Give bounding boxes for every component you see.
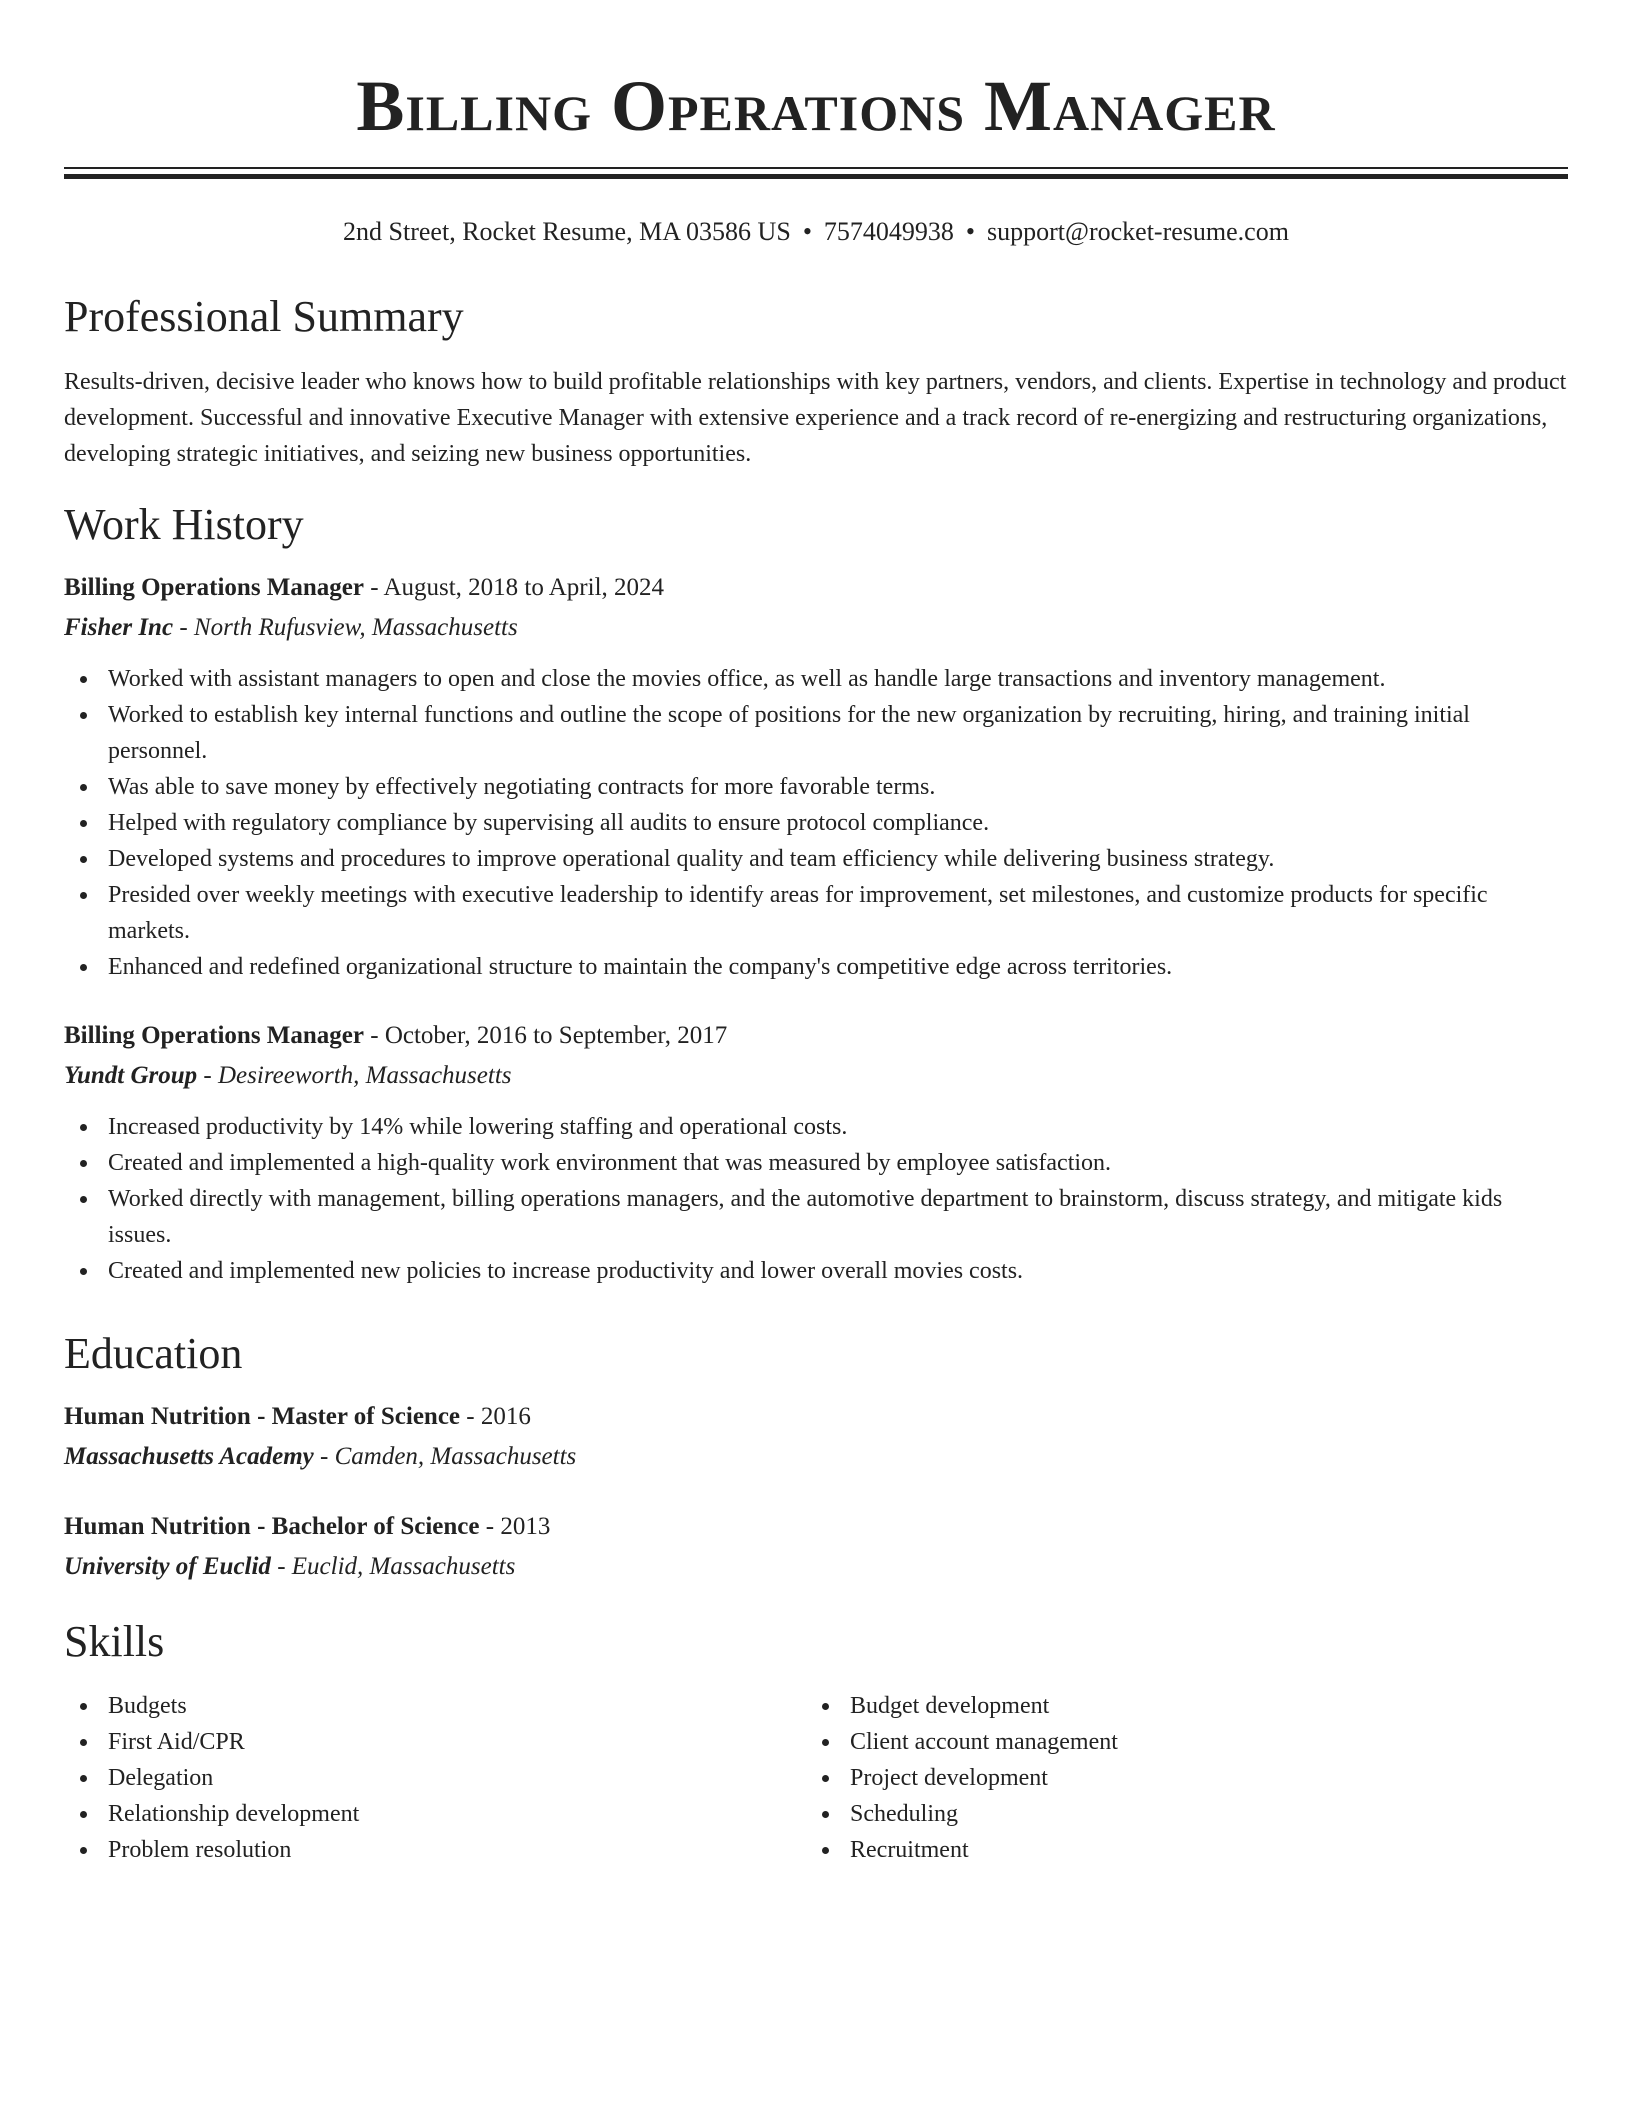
job-company: Fisher Inc — [64, 614, 174, 641]
list-item: Helped with regulatory compliance by supervising all audits to ensure protocol compliance. — [64, 805, 1568, 841]
resume-name-title: Billing Operations Manager — [356, 66, 1276, 146]
job-location: North Rufusview, Massachusetts — [193, 614, 518, 641]
list-item: Worked to establish key internal functions and outline the scope of positions for the new organization by recruiting, hiring, and training initial personnel. — [64, 697, 1568, 769]
skill-item: Scheduling — [806, 1796, 1506, 1832]
skill-item: Problem resolution — [64, 1832, 764, 1868]
education-degree-line: Human Nutrition - Bachelor of Science - 2013 — [64, 1513, 551, 1540]
summary-text: Results-driven, decisive leader who knows how to build profitable relationships with key partners, vendors, and clients. Expertise in technology and product development. Successful and innovative Executive Manager with extensive experience and a track record of re-energizing and restructuring organizations, developing strategic initiatives, and seizing new business opportunities. — [64, 369, 1567, 467]
contact-phone: 7574049938 — [823, 217, 954, 246]
education-degree-line: Human Nutrition - Master of Science - 2016 — [64, 1403, 531, 1430]
skills-heading: Skills — [64, 1617, 165, 1666]
list-item: Worked directly with management, billing operations managers, and the automotive department to brainstorm, discuss strategy, and mitigate kids issues. — [64, 1181, 1568, 1253]
skill-item: First Aid/CPR — [64, 1724, 764, 1760]
job-dates: August, 2018 to April, 2024 — [383, 574, 665, 601]
header-rule-thick — [64, 174, 1568, 179]
skill-item: Client account management — [806, 1724, 1506, 1760]
job-title-line: Billing Operations Manager - October, 2016 to September, 2017 — [64, 1022, 728, 1049]
list-item: Increased productivity by 14% while lowering staffing and operational costs. — [64, 1109, 1568, 1145]
skill-item: Budgets — [64, 1688, 764, 1724]
education-year: 2016 — [480, 1403, 531, 1430]
job-role: Billing Operations Manager — [64, 1022, 364, 1049]
job-dates: October, 2016 to September, 2017 — [384, 1022, 728, 1049]
contact-separator: • — [802, 217, 812, 246]
contact-separator: • — [965, 217, 976, 246]
education-location: Camden, Massachusetts — [334, 1443, 577, 1470]
contact-address: 2nd Street, Rocket Resume, MA 03586 US — [343, 217, 791, 246]
education-school-line: University of Euclid - Euclid, Massachusetts — [64, 1553, 516, 1580]
job-role: Billing Operations Manager — [64, 574, 364, 601]
list-item: Created and implemented new policies to increase productivity and lower overall movies costs. — [64, 1253, 1568, 1289]
list-item: Enhanced and redefined organizational structure to maintain the company's competitive edge across territories. — [64, 949, 1568, 985]
job-bullet-list — [64, 661, 1568, 985]
contact-line — [64, 214, 1568, 250]
skill-item: Delegation — [64, 1760, 764, 1796]
job-location: Desireeworth, Massachusetts — [218, 1062, 512, 1089]
education-degree: Human Nutrition - Master of Science — [64, 1403, 461, 1430]
skill-item: Recruitment — [806, 1832, 1506, 1868]
skill-item: Budget development — [806, 1688, 1506, 1724]
job-company-line: Yundt Group - Desireeworth, Massachusetts — [64, 1062, 512, 1089]
list-item: Presided over weekly meetings with executive leadership to identify areas for improvement, set milestones, and customize products for specific markets. — [64, 877, 1568, 949]
work-history-heading: Work History — [64, 500, 304, 549]
education-school: Massachusetts Academy — [64, 1443, 314, 1470]
education-school-line: Massachusetts Academy - Camden, Massachusetts — [64, 1443, 577, 1470]
skill-item: Relationship development — [64, 1796, 764, 1832]
resume-page — [64, 0, 1568, 1863]
job-company-line: Fisher Inc - North Rufusview, Massachusetts — [64, 614, 518, 641]
list-item: Developed systems and procedures to improve operational quality and team efficiency while delivering business strategy. — [64, 841, 1568, 877]
education-year: 2013 — [500, 1513, 551, 1540]
education-school: University of Euclid — [64, 1553, 271, 1580]
skills-list-right — [806, 1688, 1506, 1868]
header-rule-thin — [64, 167, 1568, 169]
job-bullet-list — [64, 1109, 1568, 1289]
job-title-line: Billing Operations Manager - August, 2018 to April, 2024 — [64, 574, 665, 601]
education-heading: Education — [64, 1329, 243, 1378]
skills-list-left — [64, 1688, 764, 1868]
list-item: Created and implemented a high-quality work environment that was measured by employee satisfaction. — [64, 1145, 1568, 1181]
education-degree: Human Nutrition - Bachelor of Science — [64, 1513, 480, 1540]
contact-email: support@rocket-resume.com — [987, 217, 1289, 246]
job-company: Yundt Group — [64, 1062, 198, 1089]
skill-item: Project development — [806, 1760, 1506, 1796]
list-item: Worked with assistant managers to open and close the movies office, as well as handle large transactions and inventory management. — [64, 661, 1568, 697]
education-location: Euclid, Massachusetts — [291, 1553, 516, 1580]
list-item: Was able to save money by effectively negotiating contracts for more favorable terms. — [64, 769, 1568, 805]
summary-heading: Professional Summary — [64, 292, 464, 341]
